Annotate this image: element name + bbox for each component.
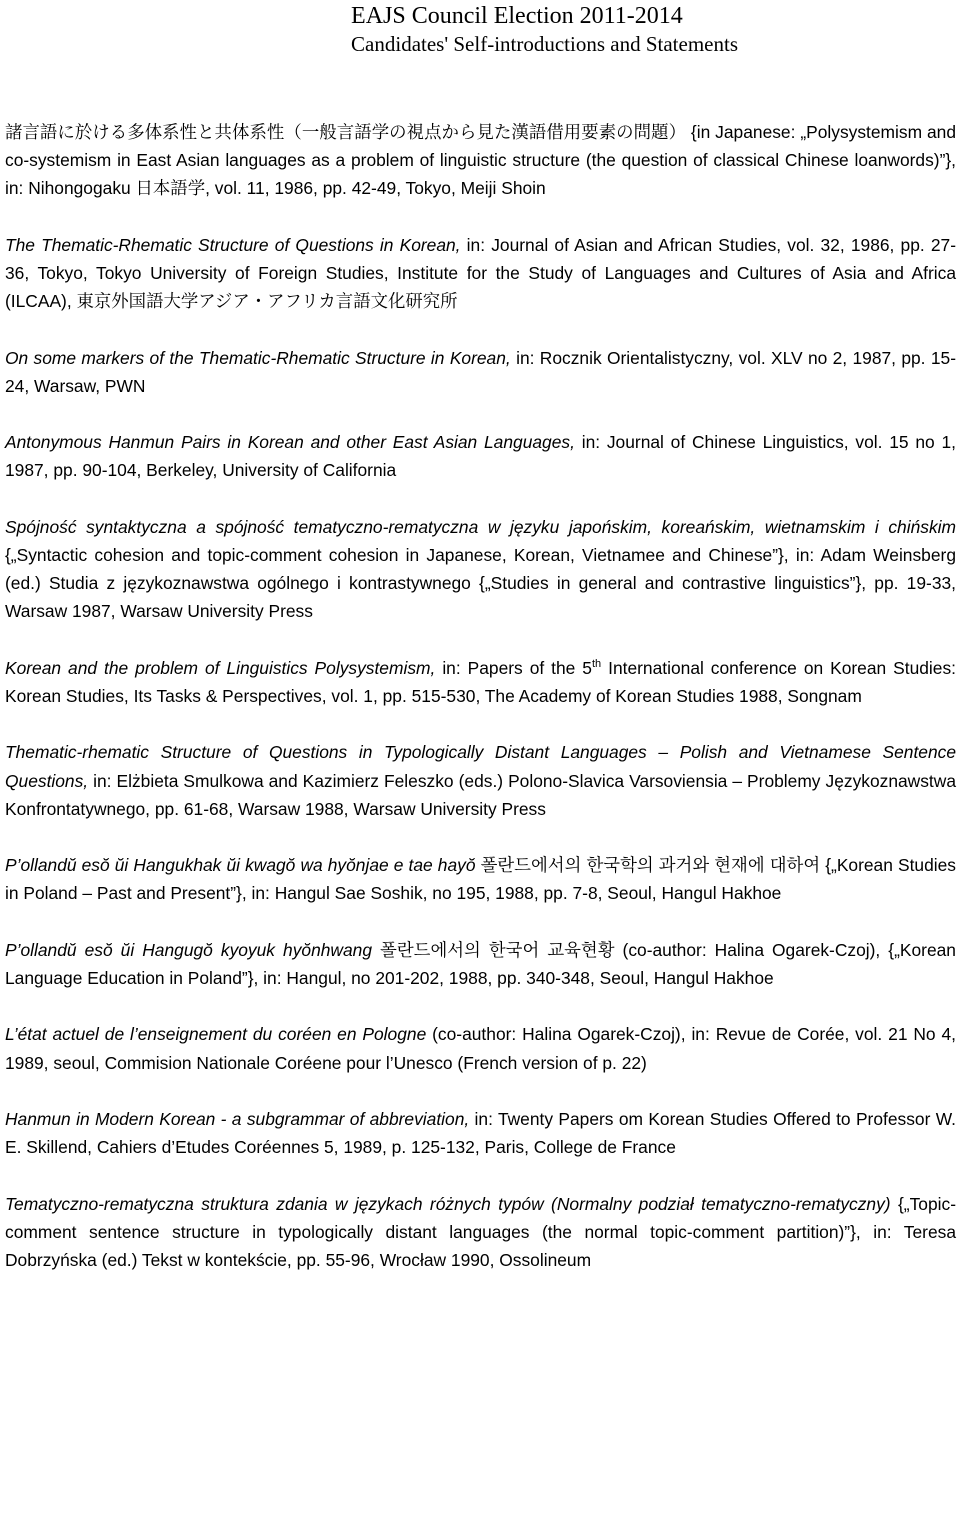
publication-entry <box>5 1020 956 1076</box>
entry-title: Korean and the problem of Linguistics Polysystemism, <box>5 657 436 678</box>
page-subtitle: Candidates' Self-introductions and Statements <box>351 32 738 56</box>
publication-list <box>5 118 956 1274</box>
document-header <box>351 2 738 58</box>
entry-title: P’ollandŭ esŏ ŭi Hangugŏ kyoyuk hyŏnhwang <box>5 939 372 960</box>
entry-title: Antonymous Hanmun Pairs in Korean and other East Asian Languages, <box>5 432 575 453</box>
entry-title: Tematyczno-rematyczna struktura zdania w językach różnych typów (Normalny podział tematyczno-rematyczny) <box>5 1193 891 1214</box>
publication-entry <box>5 428 956 484</box>
ordinal-superscript: th <box>591 657 602 670</box>
entry-text: 폴란드에서의 한국어 교육현황 (co-author: Halina Ogarek-Czoj), {„Korean Language Education in Poland”}, in: Hangul, no 201-202, 1988, pp. 340-348, Seoul, Hangul Hakhoe <box>5 939 956 988</box>
entry-title: Spójność syntaktyczna a spójność tematyczno-rematyczna w języku japońskim, koreańskim, wietnamskim i chińskim <box>5 516 956 537</box>
entry-text: in: Papers of the 5 <box>435 657 592 678</box>
publication-entry <box>5 1190 956 1275</box>
publication-entry <box>5 344 956 400</box>
publication-entry <box>5 1105 956 1161</box>
entry-text: 폴란드에서의 한국학의 과거와 현재에 대하여 {„Korean Studies in Poland – Past and Present”}, in: Hangul Sae Soshik, no 195, 1988, pp. 7-8, Seoul, Hangul Hakhoe <box>5 855 956 904</box>
entry-title: On some markers of the Thematic-Rhematic Structure in Korean, <box>5 347 511 368</box>
entry-text: in: Journal of Asian and African Studies, vol. 32, 1986, pp. 27-36, Tokyo, Tokyo University of Foreign Studies, Institute for the Study of Languages and Cultures of Asia and Africa (ILCAA), 東京外国語大学アジア・アフリカ言語文化研究所 <box>5 234 956 312</box>
entry-text: in: Elżbieta Smulkowa and Kazimierz Feleszko (eds.) Polono-Slavica Varsoviensia – Problemy Językoznawstwa Konfrontatywnego, pp. 61-68, Warsaw 1988, Warsaw University Press <box>5 770 956 819</box>
publication-entry <box>5 118 956 203</box>
entry-title: P’ollandŭ esŏ ŭi Hangukhak ŭi kwagŏ wa hyŏnjae e tae hayŏ <box>5 855 476 876</box>
entry-text: 諸言語に於ける多体系性と共体系性（一般言語学の視点から見た漢語借用要素の問題） {in Japanese: „Polysystemism and co-systemism in East Asian languages as a problem of linguistic structure (the question of classical Chinese loanwords)”}, in: Nihongogaku 日本語学, vol. 11, 1986, pp. 42-49, Tokyo, Meiji Shoin <box>5 122 956 199</box>
entry-title: L’état actuel de l’enseignement du coréen en Pologne <box>5 1024 427 1045</box>
entry-text: in: Rocznik Orientalistyczny, vol. XLV no 2, 1987, pp. 15-24, Warsaw, PWN <box>5 347 956 396</box>
entry-text-continued: International conference on Korean Studies: Korean Studies, Its Tasks & Perspectives, vol. 1, pp. 515-530, The Academy of Korean Studies 1988, Songnam <box>5 657 956 706</box>
entry-text: in: Journal of Chinese Linguistics, vol. 15 no 1, 1987, pp. 90-104, Berkeley, University of California <box>5 432 956 481</box>
entry-title: Hanmun in Modern Korean - a subgrammar of abbreviation, <box>5 1108 470 1129</box>
entry-text: (co-author: Halina Ogarek-Czoj), in: Revue de Corée, vol. 21 No 4, 1989, seoul, Commision Nationale Coréene pour l’Unesco (French version of p. 22) <box>5 1024 957 1073</box>
publication-entry <box>5 231 956 316</box>
entry-text: {„Syntactic cohesion and topic-comment cohesion in Japanese, Korean, Vietnamee and Chinese”}, in: Adam Weinsberg (ed.) Studia z językoznawstwa ogólnego i kontrastywnego {„Studies in general and contrastive linguistics”}, pp. 19-33, Warsaw 1987, Warsaw University Press <box>5 544 956 622</box>
publication-entry <box>5 851 956 907</box>
publication-entry <box>5 654 956 710</box>
publication-entry <box>5 513 956 626</box>
entry-text: {„Topic-comment sentence structure in typologically distant languages (the normal topic-comment partition)”}, in: Teresa Dobrzyńska (ed.) Tekst w kontekście, pp. 55-96, Wrocław 1990, Ossolineum <box>5 1193 956 1270</box>
publication-entry <box>5 738 956 823</box>
entry-title: Thematic-rhematic Structure of Questions in Typologically Distant Languages – Polish and Vietnamese Sentence Questions, <box>5 742 956 791</box>
page-title: EAJS Council Election 2011-2014 <box>351 3 683 29</box>
entry-text: in: Twenty Papers om Korean Studies Offered to Professor W. E. Skillend, Cahiers d’Etudes Coréennes 5, 1989, p. 125-132, Paris, College de France <box>5 1108 956 1158</box>
publication-entry <box>5 936 956 992</box>
entry-title: The Thematic-Rhematic Structure of Questions in Korean, <box>5 234 461 255</box>
